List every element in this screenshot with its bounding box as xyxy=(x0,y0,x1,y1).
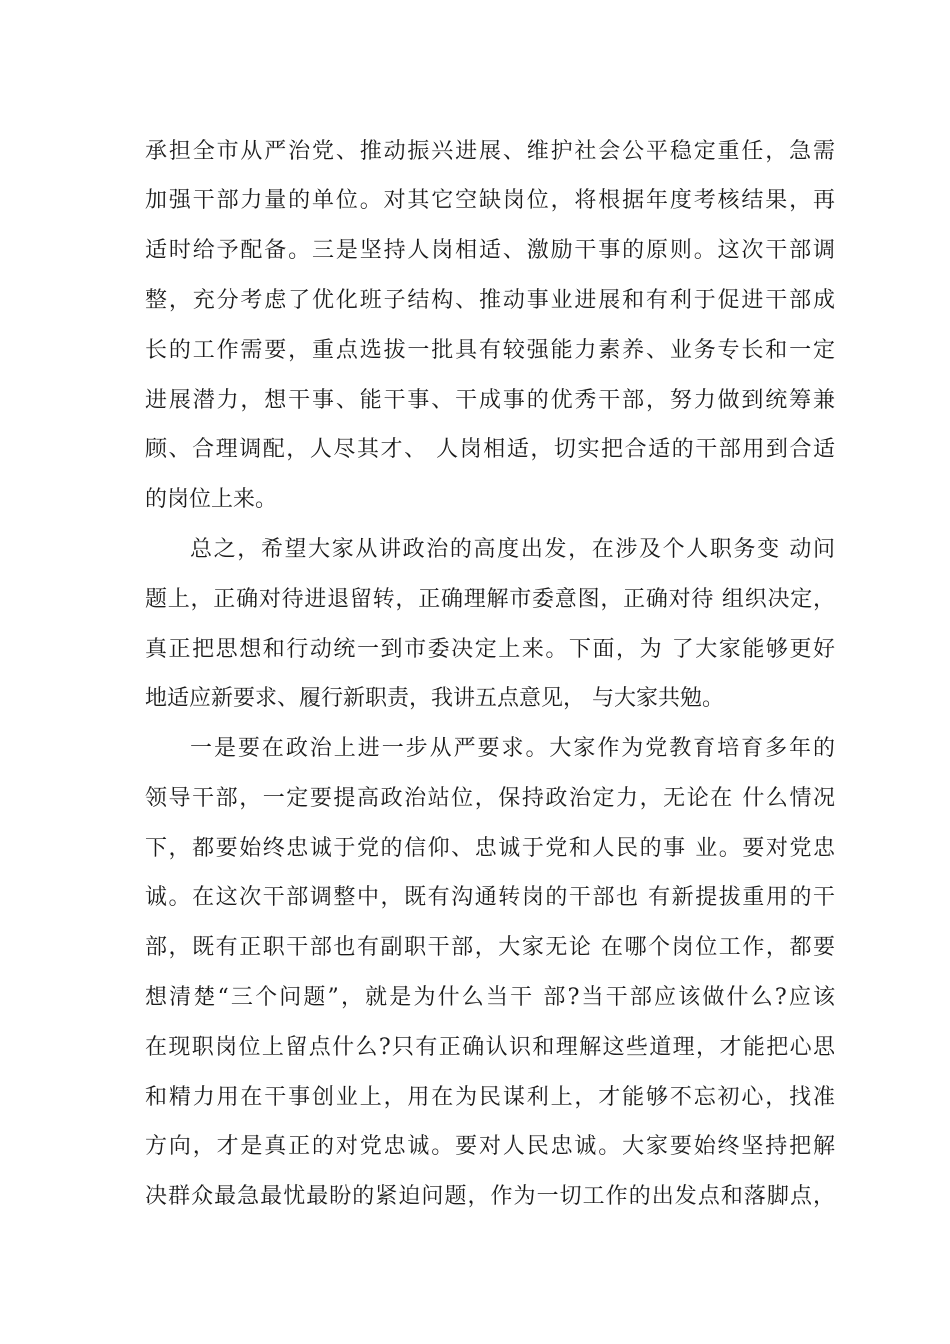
text-line: 题上，正确对待进退留转，正确理解市委意图，正确对待 组织决定， xyxy=(145,587,835,612)
text-line: 进展潜力，想干事、能干事、干成事的优秀干部，努力做到统筹兼 xyxy=(145,388,835,413)
text-line: 真正把思想和行动统一到市委决定上来。下面，为 了大家能够更好 xyxy=(145,637,835,662)
text-line-indented: 总之，希望大家从讲政治的高度出发，在涉及个人职务变 动问 xyxy=(190,537,835,562)
text-line: 诚。在这次干部调整中，既有沟通转岗的干部也 有新提拔重用的干 xyxy=(145,885,835,910)
text-line: 部，既有正职干部也有副职干部，大家无论 在哪个岗位工作，都要 xyxy=(145,935,835,960)
text-line: 领导干部，一定要提高政治站位，保持政治定力，无论在 什么情况 xyxy=(145,786,835,811)
text-line: 承担全市从严治党、推动振兴进展、维护社会公平稳定重任，急需 xyxy=(145,139,835,164)
text-line: 适时给予配备。三是坚持人岗相适、激励干事的原则。这次干部调 xyxy=(145,238,835,263)
text-line: 和精力用在干事创业上，用在为民谋利上，才能够不忘初心，找准 xyxy=(145,1085,835,1110)
text-line: 下，都要始终忠诚于党的信仰、忠诚于党和人民的事 业。要对党忠 xyxy=(145,836,835,861)
text-line: 在现职岗位上留点什么?只有正确认识和理解这些道理，才能把心思 xyxy=(145,1035,835,1060)
text-line: 地适应新要求、履行新职责，我讲五点意见， 与大家共勉。 xyxy=(145,686,724,711)
text-line: 整，充分考虑了优化班子结构、推动事业进展和有利于促进干部成 xyxy=(145,288,835,313)
text-line: 加强干部力量的单位。对其它空缺岗位，将根据年度考核结果，再 xyxy=(145,188,835,213)
text-line: 决群众最急最忧最盼的紧迫问题，作为一切工作的出发点和落脚点， xyxy=(145,1184,835,1209)
text-line-indented: 一是要在政治上进一步从严要求。大家作为党教育培育多年的 xyxy=(190,736,835,761)
text-line: 长的工作需要，重点选拔一批具有较强能力素养、业务专长和一定 xyxy=(145,338,835,363)
text-line: 的岗位上来。 xyxy=(145,487,278,512)
text-line: 顾、合理调配，人尽其才、 人岗相适，切实把合适的干部用到合适 xyxy=(145,437,835,462)
text-line: 想清楚“三个问题”，就是为什么当干 部?当干部应该做什么?应该 xyxy=(145,985,835,1010)
text-line: 方向，才是真正的对党忠诚。要对人民忠诚。大家要始终坚持把解 xyxy=(145,1134,835,1159)
